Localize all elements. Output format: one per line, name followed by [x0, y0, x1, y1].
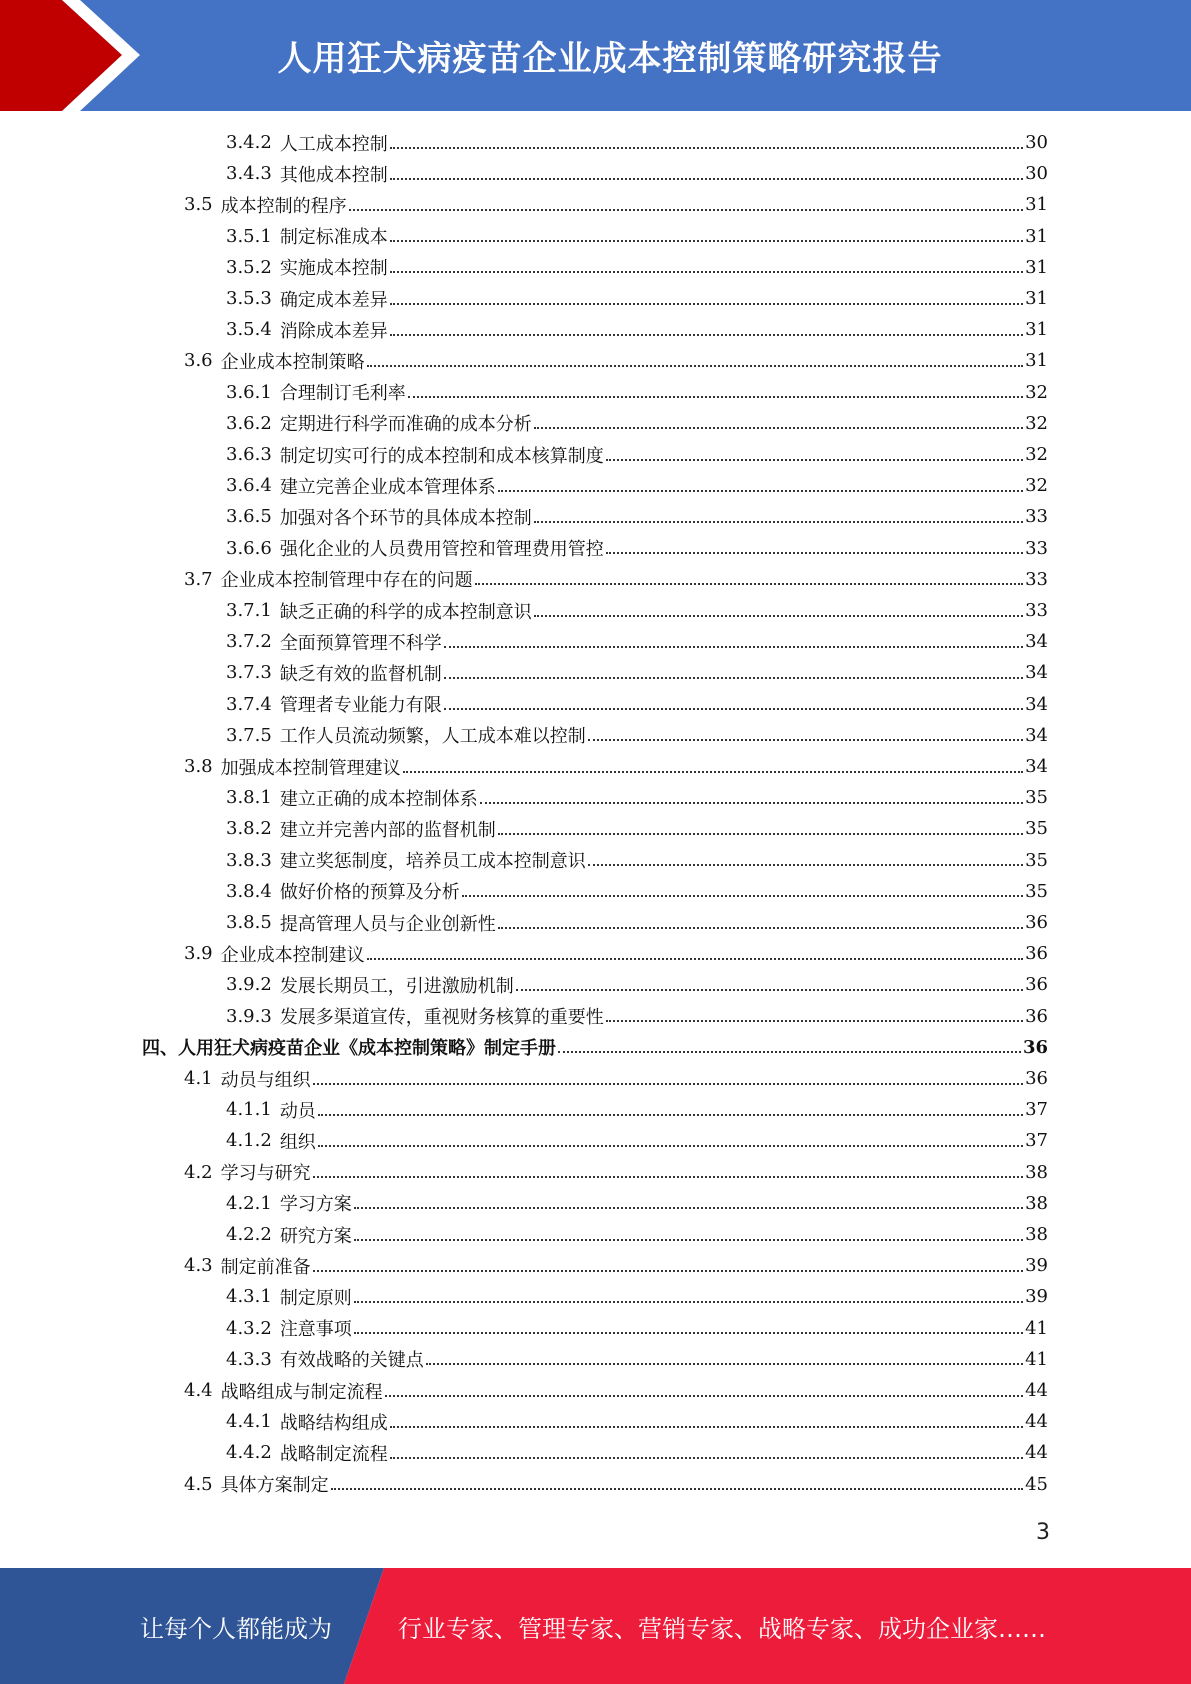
toc-entry-page: 32 [1025, 475, 1048, 497]
toc-entry-title: 定期进行科学而准确的成本分析 [279, 414, 532, 436]
toc-entry-number: 3.6.4 [226, 475, 272, 497]
toc-entry-title: 合理制订毛利率 [279, 383, 406, 405]
toc-entry[interactable] [226, 1125, 1048, 1156]
toc-entry[interactable] [184, 189, 1048, 220]
toc-dot-leader [367, 363, 1023, 367]
toc-dot-leader [558, 1049, 1021, 1053]
toc-dot-leader [480, 800, 1023, 804]
toc-dot-leader [354, 1330, 1023, 1334]
toc-entry-number: 3.8.2 [226, 818, 272, 840]
toc-entry[interactable] [184, 1375, 1048, 1406]
toc-entry-title: 制定标准成本 [279, 227, 388, 249]
toc-entry-title: 注意事项 [279, 1319, 352, 1341]
toc-entry[interactable] [226, 626, 1048, 657]
toc-entry-title: 缺乏正确的科学的成本控制意识 [279, 601, 532, 623]
toc-entry[interactable] [226, 1219, 1048, 1250]
toc-dot-leader [426, 1361, 1023, 1365]
toc-entry-title: 制定原则 [279, 1287, 352, 1309]
toc-dot-leader [354, 1299, 1023, 1303]
toc-entry-page: 33 [1025, 600, 1048, 621]
toc-entry-page: 44 [1025, 1442, 1048, 1464]
toc-entry-title: 组织 [279, 1131, 316, 1153]
toc-entry[interactable] [226, 876, 1048, 907]
toc-entry-title: 成本控制的程序 [220, 195, 347, 217]
toc-entry-number: 3.7.3 [226, 662, 272, 684]
toc-entry-page: 36 [1025, 943, 1048, 965]
toc-entry[interactable] [184, 1469, 1048, 1500]
toc-entry[interactable] [226, 595, 1048, 626]
toc-dot-leader [390, 301, 1023, 305]
toc-entry-title: 确定成本差异 [279, 289, 388, 311]
toc-entry-page: 31 [1025, 288, 1048, 309]
toc-entry-number: 4.2.2 [226, 1224, 272, 1245]
toc-dot-leader [444, 675, 1023, 679]
toc-entry-number: 3.5.3 [226, 288, 272, 309]
toc-entry[interactable] [226, 533, 1048, 564]
toc-entry-title: 动员与组织 [220, 1069, 311, 1091]
toc-dot-leader [516, 987, 1023, 991]
toc-entry[interactable] [226, 377, 1048, 408]
toc-entry-title: 加强成本控制管理建议 [220, 757, 401, 779]
chevron-arrow-icon [0, 0, 160, 111]
toc-entry-title: 四、人用狂犬病疫苗企业《成本控制策略》制定手册 [142, 1038, 556, 1060]
toc-entry[interactable] [226, 127, 1048, 158]
toc-entry-title: 企业成本控制建议 [220, 944, 365, 966]
toc-dot-leader [354, 1205, 1023, 1209]
toc-entry-number: 3.8.5 [226, 912, 272, 933]
toc-dot-leader [498, 925, 1023, 929]
toc-entry-page: 37 [1025, 1130, 1048, 1152]
toc-entry-title: 实施成本控制 [279, 258, 388, 280]
toc-entry-page: 36 [1025, 1005, 1048, 1027]
toc-dot-leader [354, 1237, 1023, 1241]
toc-entry-number: 4.3.3 [226, 1348, 272, 1370]
toc-dot-leader [588, 862, 1023, 866]
toc-entry-page: 35 [1025, 849, 1048, 871]
toc-entry-number: 4.1 [184, 1068, 213, 1089]
toc-entry-page: 31 [1025, 225, 1048, 247]
toc-entry-title: 做好价格的预算及分析 [279, 882, 460, 904]
toc-entry-number: 3.7 [184, 568, 213, 590]
toc-entry-number: 3.8.3 [226, 849, 272, 871]
toc-entry[interactable] [184, 1250, 1048, 1281]
toc-dot-leader [331, 1486, 1023, 1490]
toc-dot-leader [606, 1018, 1023, 1022]
toc-entry-title: 加强对各个环节的具体成本控制 [279, 507, 532, 529]
toc-entry-page: 33 [1025, 506, 1048, 528]
toc-dot-leader [318, 1112, 1023, 1116]
toc-entry-number: 3.7.5 [226, 724, 272, 746]
toc-entry-number: 4.2.1 [226, 1192, 272, 1214]
toc-entry-page: 34 [1025, 756, 1048, 777]
toc-entry-page: 34 [1025, 724, 1048, 746]
toc-entry-number: 3.5.4 [226, 319, 272, 341]
toc-entry-number: 3.4.3 [226, 163, 272, 185]
toc-dot-leader [475, 581, 1023, 585]
toc-entry-number: 3.7.1 [226, 600, 272, 621]
toc-dot-leader [498, 488, 1023, 492]
toc-entry[interactable] [226, 845, 1048, 876]
toc-entry-title: 发展长期员工，引进激励机制 [279, 975, 514, 997]
footer-banner [0, 1568, 1191, 1684]
toc-entry-title: 发展多渠道宣传，重视财务核算的重要性 [279, 1007, 604, 1029]
toc-entry-number: 4.4.1 [226, 1411, 272, 1433]
toc-entry-number: 4.2 [184, 1161, 213, 1183]
toc-entry[interactable] [226, 1188, 1048, 1219]
toc-dot-leader [390, 176, 1023, 180]
toc-entry-page: 36 [1025, 1068, 1048, 1089]
toc-entry[interactable] [226, 1001, 1048, 1032]
toc-entry-number: 4.4 [184, 1380, 213, 1401]
toc-entry-title: 企业成本控制管理中存在的问题 [220, 570, 473, 592]
toc-dot-leader [349, 207, 1023, 211]
toc-entry[interactable] [226, 657, 1048, 688]
toc-entry-page: 36 [1025, 912, 1048, 933]
toc-dot-leader [534, 613, 1023, 617]
toc-entry-page: 32 [1025, 444, 1048, 465]
toc-entry-number: 3.9 [184, 943, 213, 965]
toc-entry-page: 38 [1025, 1224, 1048, 1245]
toc-entry-title: 研究方案 [279, 1225, 352, 1247]
toc-entry-number: 3.6.6 [226, 537, 272, 559]
toc-entry-page: 34 [1025, 631, 1048, 653]
toc-dot-leader [534, 519, 1023, 523]
toc-entry[interactable] [226, 1094, 1048, 1125]
toc-entry[interactable] [226, 158, 1048, 189]
toc-entry-title: 其他成本控制 [279, 164, 388, 186]
toc-dot-leader [385, 1393, 1023, 1397]
toc-entry-page: 32 [1025, 381, 1048, 403]
toc-dot-leader [606, 550, 1023, 554]
toc-entry-page: 39 [1025, 1255, 1048, 1277]
toc-entry[interactable] [184, 751, 1048, 782]
toc-dot-leader [390, 238, 1023, 242]
toc-entry-title: 建立正确的成本控制体系 [279, 788, 478, 810]
toc-dot-leader [588, 737, 1023, 741]
toc-entry-page: 41 [1025, 1348, 1048, 1370]
toc-entry-page: 44 [1025, 1411, 1048, 1433]
toc-dot-leader [313, 1268, 1023, 1272]
toc-dot-leader [390, 332, 1023, 336]
toc-entry-title: 战略组成与制定流程 [220, 1381, 383, 1403]
toc-entry-title: 强化企业的人员费用管控和管理费用管控 [279, 539, 604, 561]
toc-entry[interactable] [226, 969, 1048, 1000]
toc-entry-title: 具体方案制定 [220, 1475, 329, 1497]
footer-slogan-left: 让每个人都能成为 [140, 1614, 332, 1643]
toc-entry-title: 建立完善企业成本管理体系 [279, 476, 496, 498]
toc-entry-page: 31 [1025, 194, 1048, 216]
toc-entry[interactable] [184, 938, 1048, 969]
toc-entry[interactable] [226, 439, 1048, 470]
toc-entry-page: 30 [1025, 163, 1048, 185]
toc-entry-title: 人工成本控制 [279, 133, 388, 155]
toc-dot-leader [534, 425, 1023, 429]
toc-entry-number: 3.6 [184, 350, 213, 372]
toc-entry-page: 33 [1025, 568, 1048, 590]
toc-entry-number: 3.6.2 [226, 412, 272, 434]
toc-entry-number: 3.9.2 [226, 974, 272, 996]
toc-entry-title: 战略制定流程 [279, 1443, 388, 1465]
toc-entry[interactable] [226, 283, 1048, 314]
toc-entry-page: 36 [1022, 1036, 1048, 1058]
toc-entry-page: 38 [1025, 1161, 1048, 1183]
toc-entry-page: 44 [1025, 1380, 1048, 1401]
toc-entry-title: 企业成本控制策略 [220, 351, 365, 373]
toc-entry-title: 工作人员流动频繁，人工成本难以控制 [279, 726, 586, 748]
toc-entry[interactable] [226, 501, 1048, 532]
toc-entry[interactable] [226, 720, 1048, 751]
toc-entry-page: 35 [1025, 880, 1048, 902]
toc-entry-number: 4.3.2 [226, 1317, 272, 1339]
toc-entry-number: 3.6.3 [226, 444, 272, 465]
toc-entry-page: 34 [1025, 662, 1048, 684]
toc-entry-number: 4.3.1 [226, 1286, 272, 1308]
toc-entry-title: 缺乏有效的监督机制 [279, 663, 442, 685]
toc-entry-page: 35 [1025, 818, 1048, 840]
toc-entry-title: 制定切实可行的成本控制和成本核算制度 [279, 445, 604, 467]
toc-entry[interactable] [226, 782, 1048, 813]
toc-entry-page: 37 [1025, 1099, 1048, 1121]
toc-dot-leader [390, 269, 1023, 273]
toc-dot-leader [390, 1424, 1023, 1428]
toc-dot-leader [318, 1143, 1023, 1147]
toc-entry[interactable] [226, 1344, 1048, 1375]
toc-entry-title: 战略结构组成 [279, 1412, 388, 1434]
toc-entry[interactable] [226, 689, 1048, 720]
toc-entry[interactable] [184, 1063, 1048, 1094]
toc-entry-number: 3.4.2 [226, 132, 272, 153]
toc-entry-number: 4.4.2 [226, 1442, 272, 1464]
toc-entry[interactable] [226, 408, 1048, 439]
toc-entry-page: 31 [1025, 256, 1048, 278]
toc-entry-page: 34 [1025, 693, 1048, 715]
toc-entry-page: 45 [1025, 1473, 1048, 1495]
toc-entry[interactable] [226, 252, 1048, 283]
toc-entry-number: 4.5 [184, 1473, 213, 1495]
toc-entry-title: 有效战略的关键点 [279, 1350, 424, 1372]
toc-entry[interactable] [226, 907, 1048, 938]
document-title: 人用狂犬病疫苗企业成本控制策略研究报告 [277, 39, 943, 79]
toc-entry-title: 管理者专业能力有限 [279, 695, 442, 717]
toc-entry[interactable] [226, 1313, 1048, 1344]
toc-dot-leader [313, 1081, 1023, 1085]
toc-entry-number: 3.8 [184, 756, 213, 777]
toc-dot-leader [390, 145, 1023, 149]
toc-entry-title: 制定前准备 [220, 1256, 311, 1278]
toc-entry-page: 36 [1025, 974, 1048, 996]
page-number: 3 [1036, 1520, 1050, 1545]
toc-dot-leader [390, 1455, 1023, 1459]
toc-entry-page: 38 [1025, 1192, 1048, 1214]
toc-entry-title: 学习与研究 [220, 1163, 311, 1185]
toc-dot-leader [444, 706, 1023, 710]
toc-entry-page: 31 [1025, 319, 1048, 341]
toc-entry-number: 3.9.3 [226, 1005, 272, 1027]
toc-entry-title: 建立并完善内部的监督机制 [279, 819, 496, 841]
toc-entry[interactable] [226, 1437, 1048, 1468]
toc-entry[interactable] [226, 221, 1048, 252]
toc-entry-number: 3.5.2 [226, 256, 272, 278]
toc-entry[interactable] [184, 564, 1048, 595]
toc-entry-number: 3.6.1 [226, 381, 272, 403]
toc-entry-number: 4.1.2 [226, 1130, 272, 1152]
toc-dot-leader [462, 893, 1023, 897]
header-banner [0, 0, 1191, 111]
toc-entry-number: 4.1.1 [226, 1099, 272, 1121]
toc-dot-leader [606, 457, 1023, 461]
toc-entry-page: 39 [1025, 1286, 1048, 1308]
toc-entry[interactable] [226, 1406, 1048, 1437]
toc-dot-leader [403, 769, 1023, 773]
toc-entry[interactable] [226, 470, 1048, 501]
toc-entry-page: 35 [1025, 787, 1048, 809]
toc-entry-title: 消除成本差异 [279, 320, 388, 342]
toc-entry-number: 3.7.4 [226, 693, 272, 715]
toc-entry-title: 提高管理人员与企业创新性 [279, 913, 496, 935]
toc-entry[interactable] [184, 1157, 1048, 1188]
toc-entry-title: 学习方案 [279, 1194, 352, 1216]
toc-entry-number: 3.6.5 [226, 506, 272, 528]
toc-entry-number: 3.7.2 [226, 631, 272, 653]
toc-entry-page: 41 [1025, 1317, 1048, 1339]
toc-entry-number: 3.5.1 [226, 225, 272, 247]
toc-entry-page: 33 [1025, 537, 1048, 559]
footer-slogan-right: 行业专家、管理专家、营销专家、战略专家、成功企业家…… [398, 1614, 1046, 1643]
toc-entry-number: 3.8.1 [226, 787, 272, 809]
toc-entry-number: 3.8.4 [226, 880, 272, 902]
toc-entry-number: 3.5 [184, 194, 213, 216]
toc-entry-title: 全面预算管理不科学 [279, 632, 442, 654]
toc-entry[interactable] [226, 314, 1048, 345]
toc-dot-leader [498, 831, 1023, 835]
toc-entry-number: 4.3 [184, 1255, 213, 1277]
toc-entry[interactable] [142, 1032, 1048, 1063]
toc-entry-page: 31 [1025, 350, 1048, 372]
toc-entry-title: 建立奖惩制度，培养员工成本控制意识 [279, 851, 586, 873]
toc-entry-title: 动员 [279, 1100, 316, 1122]
toc-dot-leader [367, 956, 1023, 960]
toc-entry[interactable] [184, 345, 1048, 376]
toc-dot-leader [444, 644, 1023, 648]
toc-dot-leader [313, 1174, 1023, 1178]
toc-entry-page: 32 [1025, 412, 1048, 434]
toc-entry[interactable] [226, 1281, 1048, 1312]
toc-entry[interactable] [226, 813, 1048, 844]
toc-entry-page: 30 [1025, 132, 1048, 153]
toc-dot-leader [408, 394, 1023, 398]
